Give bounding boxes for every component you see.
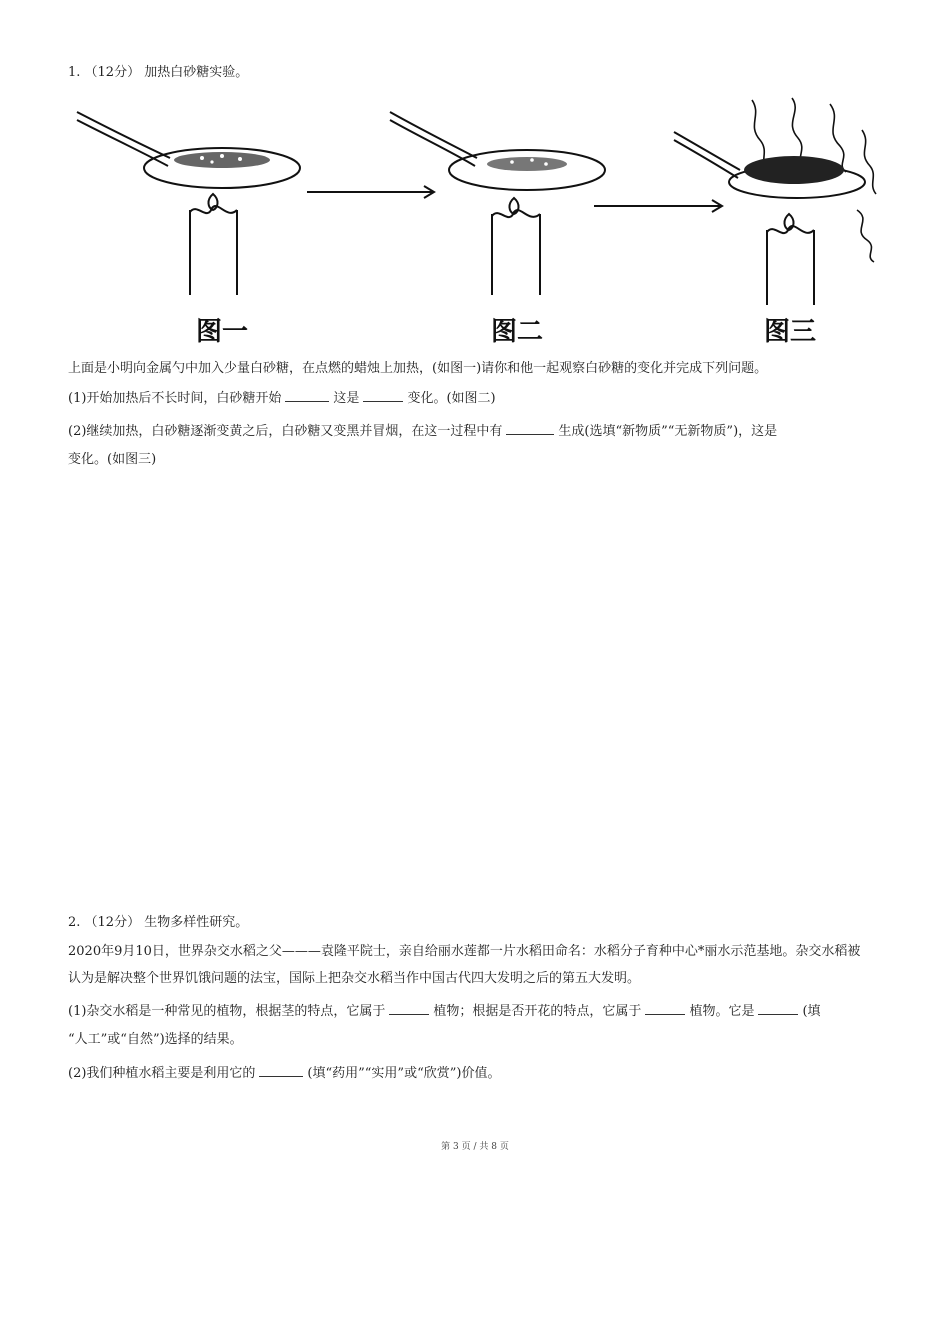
q2-p1-text-b: 植物；根据是否开花的特点，它属于 xyxy=(433,1004,642,1019)
q2-p2-text-a: (2)我们种植水稻主要是利用它的 xyxy=(68,1066,256,1081)
answer-blank[interactable] xyxy=(363,388,403,402)
figure-label-3: 图三 xyxy=(763,317,817,347)
question-1-part-2-cont: 变化。(如图三) xyxy=(68,452,157,467)
q2-p1-text-d: (填 xyxy=(802,1004,821,1019)
answer-blank[interactable] xyxy=(506,421,554,435)
question-2-header: 2. （12分） 生物多样性研究。 xyxy=(68,915,249,930)
answer-blank[interactable] xyxy=(389,1001,429,1015)
experiment-illustration xyxy=(72,90,882,352)
q1-p1-text-b: 这是 xyxy=(333,391,360,406)
page-footer: 第 3 页 / 共 8 页 xyxy=(441,1142,509,1152)
question-2-part-2 xyxy=(68,1063,500,1083)
sugar-heating-figure xyxy=(72,90,882,352)
q1-p1-text-c: 变化。(如图二) xyxy=(407,391,496,406)
question-1-part-1 xyxy=(68,388,496,408)
q2-p1-text-a: (1)杂交水稻是一种常见的植物，根据茎的特点，它属于 xyxy=(68,1004,386,1019)
question-2-para-line1: 2020年9月10日，世界杂交水稻之父———袁隆平院士，亲自给丽水莲都一片水稻田命名：水稻分子育种中心*丽水示范基地。杂交水稻被 xyxy=(68,944,861,959)
question-2-para-line2: 认为是解决整个世界饥饿问题的法宝，国际上把杂交水稻当作中国古代四大发明之后的第五大发明。 xyxy=(68,971,641,986)
question-1-intro: 上面是小明向金属勺中加入少量白砂糖，在点燃的蜡烛上加热，(如图一)请你和他一起观察白砂糖的变化并完成下列问题。 xyxy=(68,361,768,376)
answer-blank[interactable] xyxy=(259,1063,303,1077)
q1-p1-text-a: (1)开始加热后不长时间，白砂糖开始 xyxy=(68,391,282,406)
question-1-header: 1. （12分） 加热白砂糖实验。 xyxy=(68,65,249,80)
figure-label-1: 图一 xyxy=(195,317,249,347)
answer-blank[interactable] xyxy=(758,1001,798,1015)
question-1-part-2 xyxy=(68,421,777,441)
question-2-part-1-cont: “人工”或“自然”)选择的结果。 xyxy=(68,1032,243,1047)
figure-label-2: 图二 xyxy=(490,317,544,347)
q1-p2-text-b: 生成(选填“新物质”“无新物质”)，这是 xyxy=(558,424,778,439)
answer-blank[interactable] xyxy=(285,388,329,402)
q1-p2-text-a: (2)继续加热，白砂糖逐渐变黄之后，白砂糖又变黑并冒烟，在这一过程中有 xyxy=(68,424,503,439)
q2-p2-text-b: (填“药用”“实用”或“欣赏”)价值。 xyxy=(307,1066,501,1081)
answer-blank[interactable] xyxy=(645,1001,685,1015)
q2-p1-text-c: 植物。它是 xyxy=(689,1004,755,1019)
question-2-part-1 xyxy=(68,1001,821,1021)
